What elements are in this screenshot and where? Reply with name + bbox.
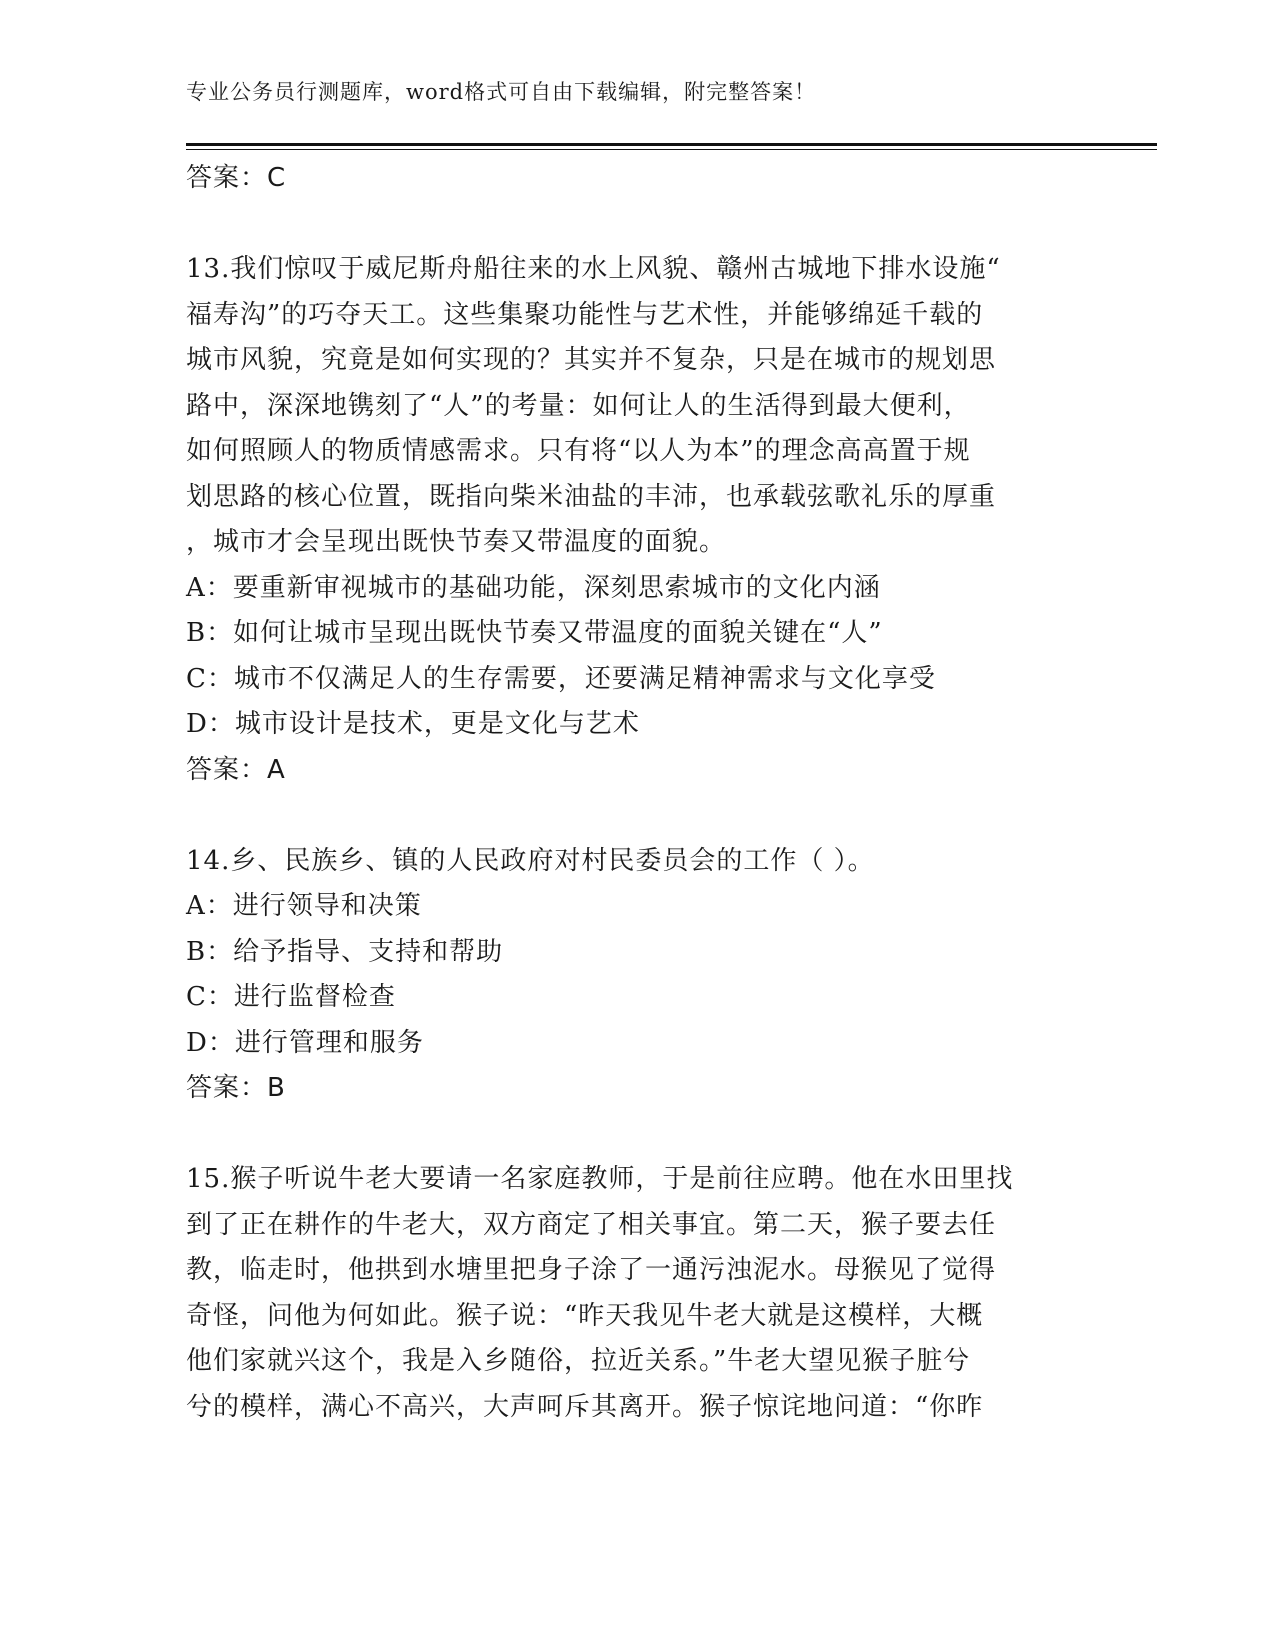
option-b: B：如何让城市呈现出既快节奏又带温度的面貌关键在“人” [186, 618, 883, 648]
question-stem-line: 奇怪，问他为何如此。猴子说：“昨天我见牛老大就是这模样，大概 [186, 1300, 984, 1331]
answer: 答案：B [186, 1073, 286, 1103]
question-stem-line: 划思路的核心位置，既指向柴米油盐的丰沛，也承载弦歌礼乐的厚重 [186, 481, 997, 512]
question-stem-line: 兮的模样，满心不高兴，大声呵斥其离开。猴子惊诧地问道：“你昨 [186, 1391, 984, 1422]
option-d: D：进行管理和服务 [186, 1027, 424, 1058]
header-rule-thick [186, 143, 1157, 146]
option-d: D：城市设计是技术，更是文化与艺术 [186, 709, 640, 739]
question-13 [186, 247, 1086, 793]
spacer [186, 1112, 1086, 1158]
question-stem-line: 福寿沟”的巧夺天工。这些集聚功能性与艺术性，并能够绵延千载的 [186, 299, 984, 330]
question-stem-line: 他们家就兴这个，我是入乡随俗，拉近关系。”牛老大望见猴子脏兮 [186, 1346, 971, 1376]
question-stem-line: 教，临走时，他拱到水塘里把身子涂了一通污浊泥水。母猴见了觉得 [186, 1255, 997, 1285]
question-stem-line: 14.乡、民族乡、镇的人民政府对村民委员会的工作（ ）。 [186, 845, 875, 876]
question-stem-line: ，城市才会呈现出既快节奏又带温度的面貌。 [186, 527, 727, 557]
question-14 [186, 839, 1086, 1112]
spacer [186, 793, 1086, 839]
question-stem-line: 13.我们惊叹于威尼斯舟船往来的水上风貌、赣州古城地下排水设施“ [186, 254, 1001, 284]
question-stem-line: 15.猴子听说牛老大要请一名家庭教师，于是前往应聘。他在水田里找 [186, 1164, 1014, 1194]
header-rule-thin [186, 149, 1157, 150]
option-b: B：给予指导、支持和帮助 [186, 936, 504, 967]
answer: 答案：A [186, 754, 286, 785]
option-a: A：进行领导和决策 [186, 891, 422, 921]
previous-answer: 答案：C [186, 163, 287, 193]
spacer [186, 202, 1086, 248]
question-stem-line: 如何照顾人的物质情感需求。只有将“以人为本”的理念高高置于规 [186, 436, 971, 466]
option-c: C：城市不仅满足人的生存需要，还要满足精神需求与文化享受 [186, 663, 936, 694]
option-c: C：进行监督检查 [186, 982, 396, 1012]
question-stem-line: 城市风貌，究竟是如何实现的？其实并不复杂，只是在城市的规划思 [186, 345, 997, 375]
option-a: A：要重新审视城市的基础功能，深刻思索城市的文化内涵 [186, 572, 881, 603]
question-15 [186, 1157, 1086, 1430]
page-header: 专业公务员行测题库，word格式可自由下载编辑，附完整答案！ [186, 80, 817, 104]
question-content [186, 156, 1086, 1430]
question-stem-line: 路中，深深地镌刻了“人”的考量：如何让人的生活得到最大便利， [186, 390, 971, 421]
question-stem-line: 到了正在耕作的牛老大，双方商定了相关事宜。第二天，猴子要去任 [186, 1209, 997, 1240]
